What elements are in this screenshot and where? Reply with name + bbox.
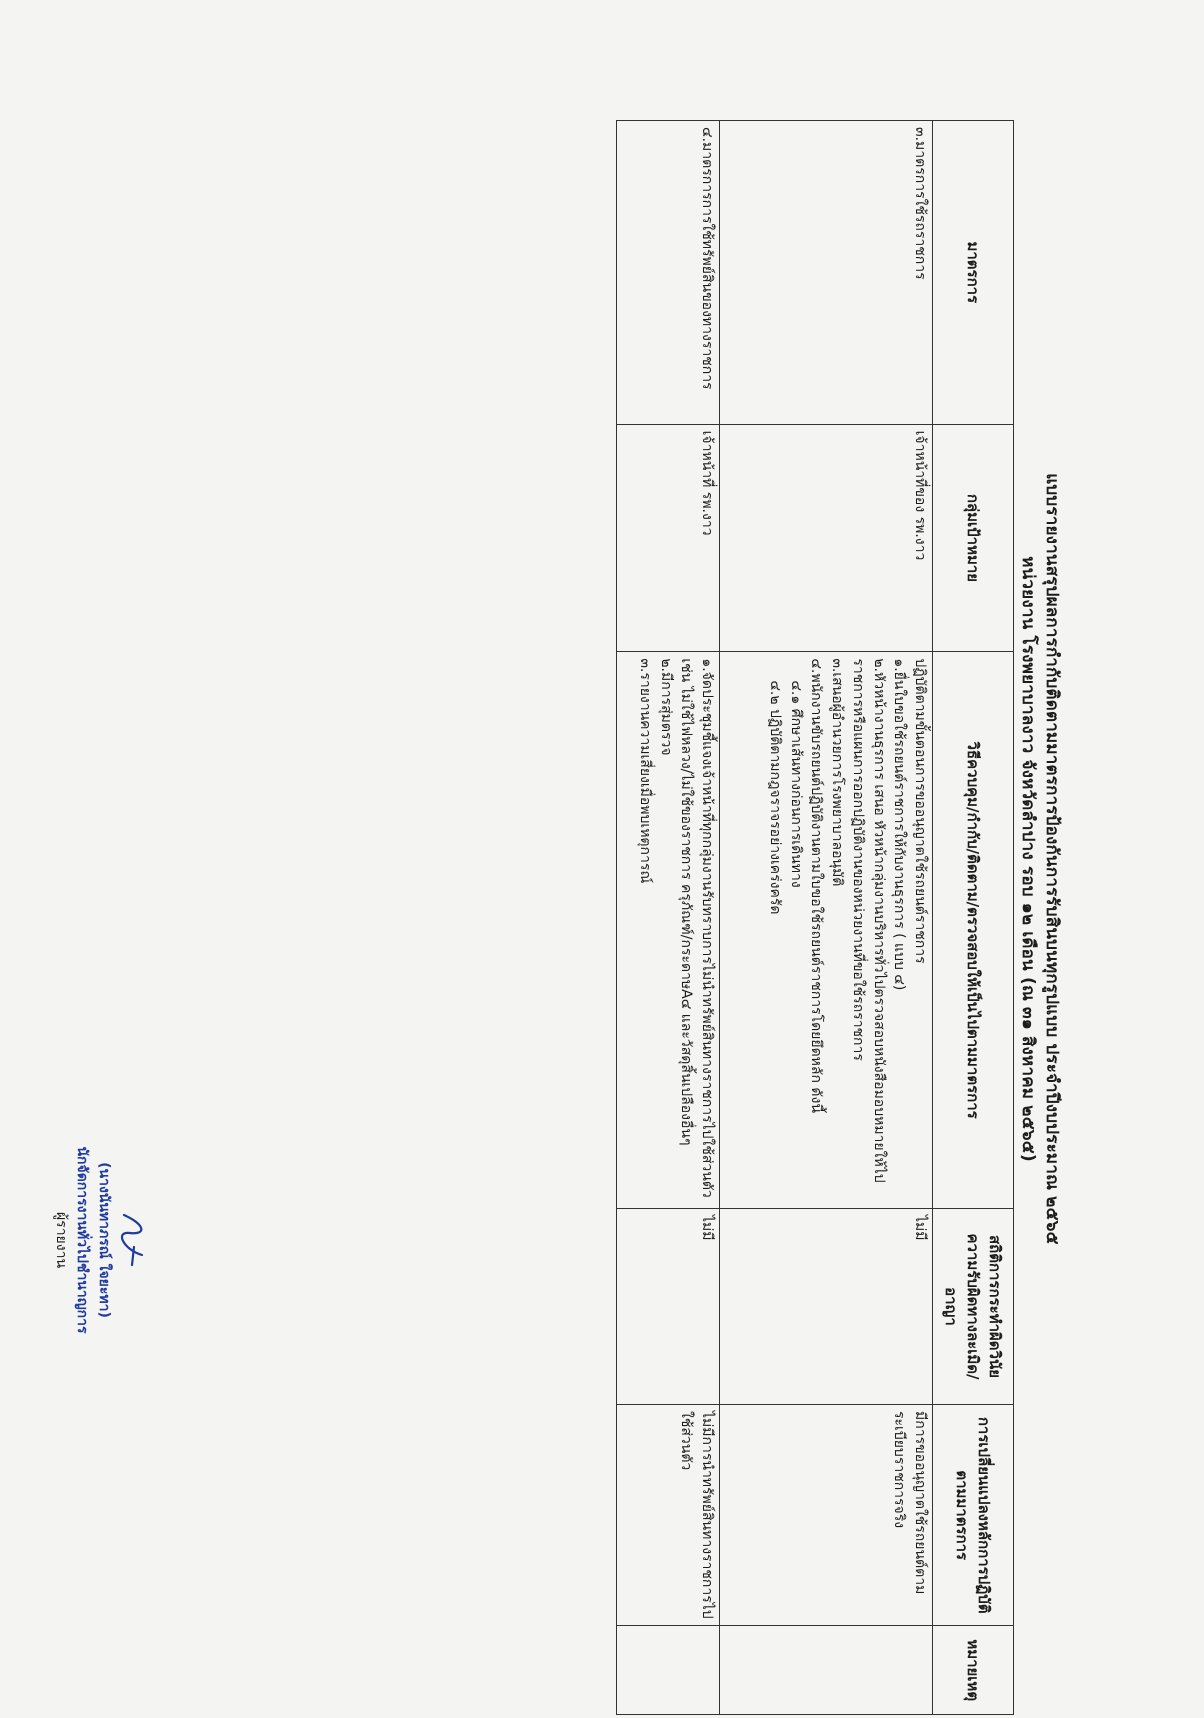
target-cell: เจ้าหน้าที่ รพ.งาว <box>617 424 720 652</box>
measure-cell: ๓.มาตรการใช้รถราชการ <box>720 121 933 425</box>
method-line: ๓.รายงานความเสี่ยงเมื่อพบเหตุการณ์ <box>636 658 653 884</box>
table-row <box>720 121 933 1715</box>
signer-name: (นางนันทาภรณ์ ใจยะทา) <box>96 1162 112 1318</box>
report-title: แบบรายงานสรุปผลการกำกับติดตามมาตรการป้องกันการรับสินบนทุกรูปแบบ ประจำปีงบประมาณ ๒๕๖๕ <box>1042 473 1062 1245</box>
violation-cell: ไม่มี <box>720 1208 933 1404</box>
method-line: ๑.จัดประชุมชี้แจงเจ้าหน้าที่ทุกกลุ่มงานรับทราบการไม่นำทรัพย์สินทางราชการไปใช้ส่วนตัว เช่น ไม่ใช้ไฟหลวง/ไม่ใช้ของราชการ ครุภัณฑ์/กระดาษA๔ และวัสดุสิ้นเปลืองอื่นๆ <box>678 658 715 1198</box>
method-cell <box>617 652 720 1209</box>
method-line: ๒.มีการสุ่มตรวจ <box>657 658 674 756</box>
method-line: ๒.หัวหน้างานธุรการ เสนอ หัวหน้ากลุ่มงานบริหารทั่วไปตรวจสอบหนังสือมอบหมายให้ไปราชการหรือแผนการออกปฏิบัติงานของหน่วยงานที่ขอใช้รถราชการ <box>849 658 887 1183</box>
table-header-row <box>933 121 1014 1715</box>
signature-block <box>49 1030 154 1450</box>
method-line: ๔.พนักงานขับรถยนต์ปฏิบัติงานตามใบขอใช้รถยนต์ราชการโดยยึดหลัก ดังนี้ <box>808 658 825 1113</box>
note-cell <box>720 1626 933 1715</box>
header-measure: มาตรการ <box>933 121 1014 425</box>
measures-table <box>616 120 1014 1715</box>
method-line: ๓.เสนอผู้อำนวยการโรงพยาบาลอนุมัติ <box>829 658 846 887</box>
method-line: ๑.ยื่นใบขอใช้รถยนต์ราชการให้กับงานธุรการ ( แบบ ๔) <box>891 658 908 991</box>
change-cell: มีการขออนุญาตใช้รถยนต์ตามระเบียบราชการจริง <box>720 1405 933 1626</box>
method-cell <box>720 652 933 1209</box>
signature-mark <box>114 1195 154 1285</box>
note-cell <box>617 1626 720 1715</box>
method-line: ปฏิบัติตามขั้นตอนการขออนุญาตใช้รถยนต์ราชการ <box>912 658 928 964</box>
signer-role: ผู้รายงาน <box>52 1211 69 1269</box>
signer-position: นักจัดการงานทั่วไปชำนาญการ <box>74 1146 91 1334</box>
header-method: วิธีควบคุม/กำกับ/ติดตาม/ตรวจสอบให้เป็นไปตามมาตรการ <box>933 652 1014 1209</box>
header-violation: สถิติการกระทำผิดวินัย ความรับผิดทางละเมิด/อาญา <box>933 1208 1014 1404</box>
target-cell: เจ้าหน้าที่ของ รพ.งาว <box>720 424 933 652</box>
method-line: ๔.๒ ปฏิบัติตามกฎจราจรอย่างเคร่งครัด <box>766 680 783 915</box>
measure-cell: ๔.มาตรการการใช้ทรัพย์สินของทางราชการ <box>617 121 720 425</box>
method-line: ๔.๑ ศึกษาเส้นทางก่อนการเดินทาง <box>787 680 804 888</box>
change-cell: ไม่มีการนำทรัพย์สินทางราชการไปใช้ส่วนตัว <box>617 1405 720 1626</box>
violation-cell: ไม่มี <box>617 1208 720 1404</box>
header-note: หมายเหตุ <box>933 1626 1014 1715</box>
report-subtitle: หน่วยงาน โรงพยาบาลงาว จังหวัดลำปาง รอบ ๑๒ เดือน (ณ ๓๑ สิงหาคม ๒๕๖๕) <box>1018 556 1038 1162</box>
header-change: การเปลี่ยนแปลงหลักการปฏิบัติตามมาตรการ <box>933 1405 1014 1626</box>
header-target: กลุ่มเป้าหมาย <box>933 424 1014 652</box>
table-row <box>617 121 720 1715</box>
